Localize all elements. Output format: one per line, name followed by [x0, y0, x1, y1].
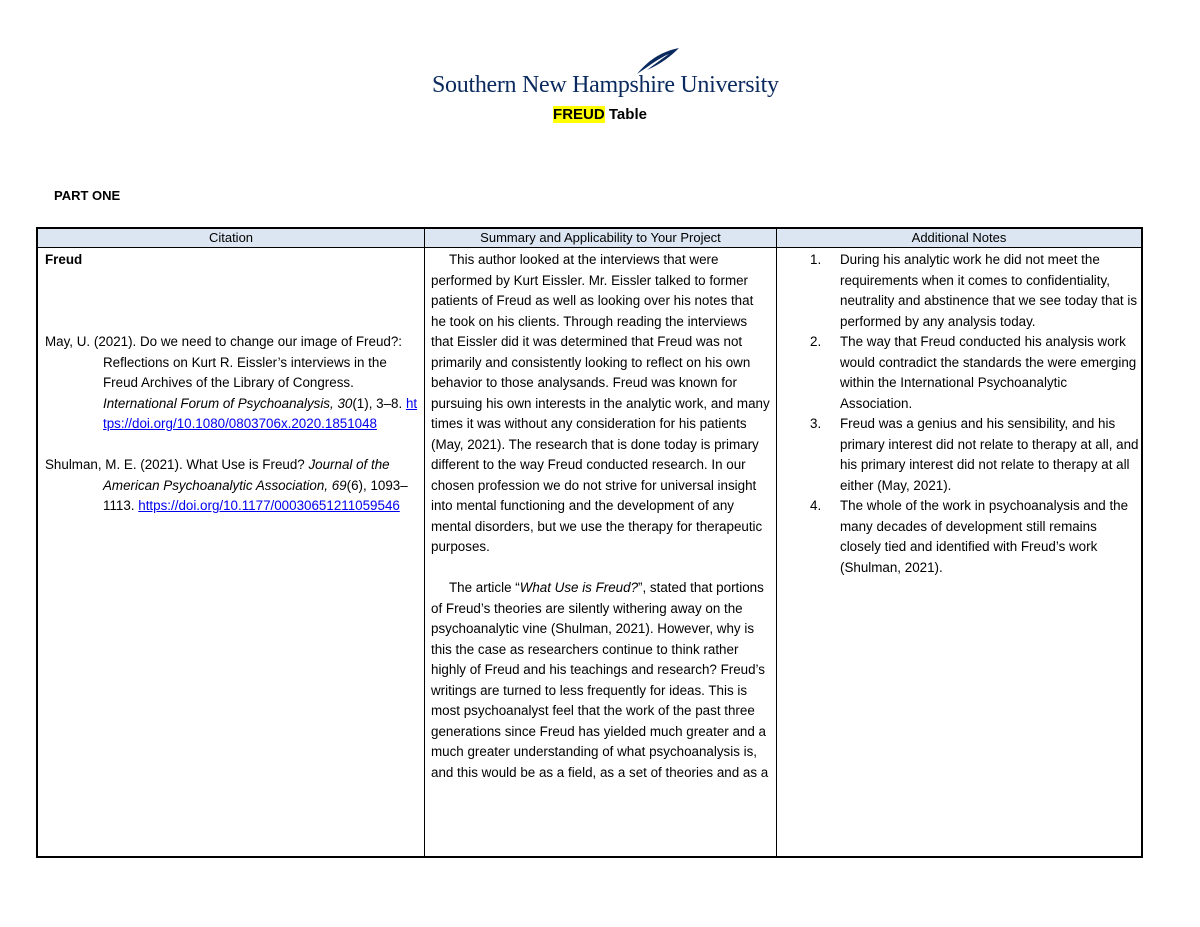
reference-may-pages: (1), 3–8.	[352, 395, 406, 411]
summary-paragraph-1: This author looked at the interviews that were performed by Kurt Eissler. Mr. Eissler talked to former patients of Freud as well as looking over his notes that he took on his clients. Through reading the interviews that Eissler did it was determined that Freud was not primarily and consistently looking to reflect on his own behavior to those analysands. Freud was known for pursuing his own interests in the analytic work, and many times it was without any consideration for his patients (May, 2021). The research that is done today is primary different to the way Freud conducted research. In our chosen profession we do not strive for universal insight into mental functioning and the development of any mental disorders, but we use the therapy for therapeutic purposes.	[431, 252, 770, 554]
university-logo	[432, 46, 779, 104]
note-number: 4.	[810, 498, 822, 513]
title-rest: Table	[604, 106, 647, 123]
notes-list	[810, 250, 1140, 578]
column-divider	[424, 229, 425, 856]
freud-table	[36, 227, 1143, 858]
column-divider	[776, 229, 777, 856]
note-number: 3.	[810, 416, 822, 431]
header-notes: Additional Notes	[777, 229, 1141, 248]
logo-wordmark: Southern New Hampshire University	[432, 72, 779, 98]
note-item	[810, 332, 1140, 414]
reference-shulman-text: Shulman, M. E. (2021). What Use is Freud?	[45, 457, 309, 472]
note-text: The whole of the work in psychoanalysis and the many decades of development still remains closely tied and identified with Freud’s work (Shulman, 2021).	[840, 498, 1129, 575]
citation-topic: Freud	[45, 252, 83, 267]
document-title	[0, 106, 1200, 123]
note-number: 1.	[810, 252, 822, 267]
note-item	[810, 496, 1140, 578]
reference-may-link[interactable]: https://doi.org/10.1080/0803706x.2020.1851048	[103, 395, 418, 431]
note-text: Freud was a genius and his sensibility, and his primary interest did not relate to therapy at all, and his primary interest did not relate to therapy at all either (May, 2021).	[840, 416, 1139, 493]
reference-shulman-journal: Journal of the American Psychoanalytic Association, 69	[103, 457, 390, 493]
notes-cell	[810, 250, 1140, 578]
note-item	[810, 250, 1140, 332]
header-citation: Citation	[38, 229, 424, 248]
reference-may-journal: International Forum of Psychoanalysis, 30	[103, 395, 353, 411]
reference-shulman-link[interactable]: https://doi.org/10.1177/00030651211059546	[138, 498, 400, 513]
note-text: The way that Freud conducted his analysis work would contradict the standards the were emerging within the International Psychoanalytic Association.	[840, 334, 1137, 411]
summary-p2-article-title: What Use is Freud?	[519, 580, 639, 595]
title-highlight: FREUD	[553, 106, 605, 123]
summary-p2-body: ”, stated that portions of Freud’s theories are silently withering away on the psychoanalytic vine (Shulman, 2021). However, why is this the case as researchers continue to think rather highly of Freud and his teachings and research? Freud’s writings are turned to less frequently for ideas. This is most psychoanalyst feel that the work of the past three generations since Freud has yielded much greater and a much greater understanding of what psychoanalysis is, and this would be as a field, as a set of theories and as a	[431, 580, 769, 780]
summary-paragraph-2	[431, 578, 771, 783]
header-summary: Summary and Applicability to Your Project	[425, 229, 776, 248]
reference-may	[45, 332, 420, 435]
note-text: During his analytic work he did not meet the requirements when it comes to confidentiality, neutrality and abstinence that we see today that is performed by any analysis today.	[840, 252, 1138, 329]
note-number: 2.	[810, 334, 822, 349]
summary-cell	[431, 250, 771, 783]
reference-shulman	[45, 455, 420, 517]
part-heading: PART ONE	[54, 188, 121, 203]
reference-may-text: May, U. (2021). Do we need to change our image of Freud?: Reflections on Kurt R. Eissler’s interviews in the Freud Archives of the Library of Congress.	[45, 334, 403, 390]
note-item	[810, 414, 1140, 496]
citation-cell	[45, 250, 420, 517]
reference-shulman-pages: (6), 1093–1113.	[103, 477, 408, 513]
summary-p2-intro: The article “	[449, 580, 520, 595]
